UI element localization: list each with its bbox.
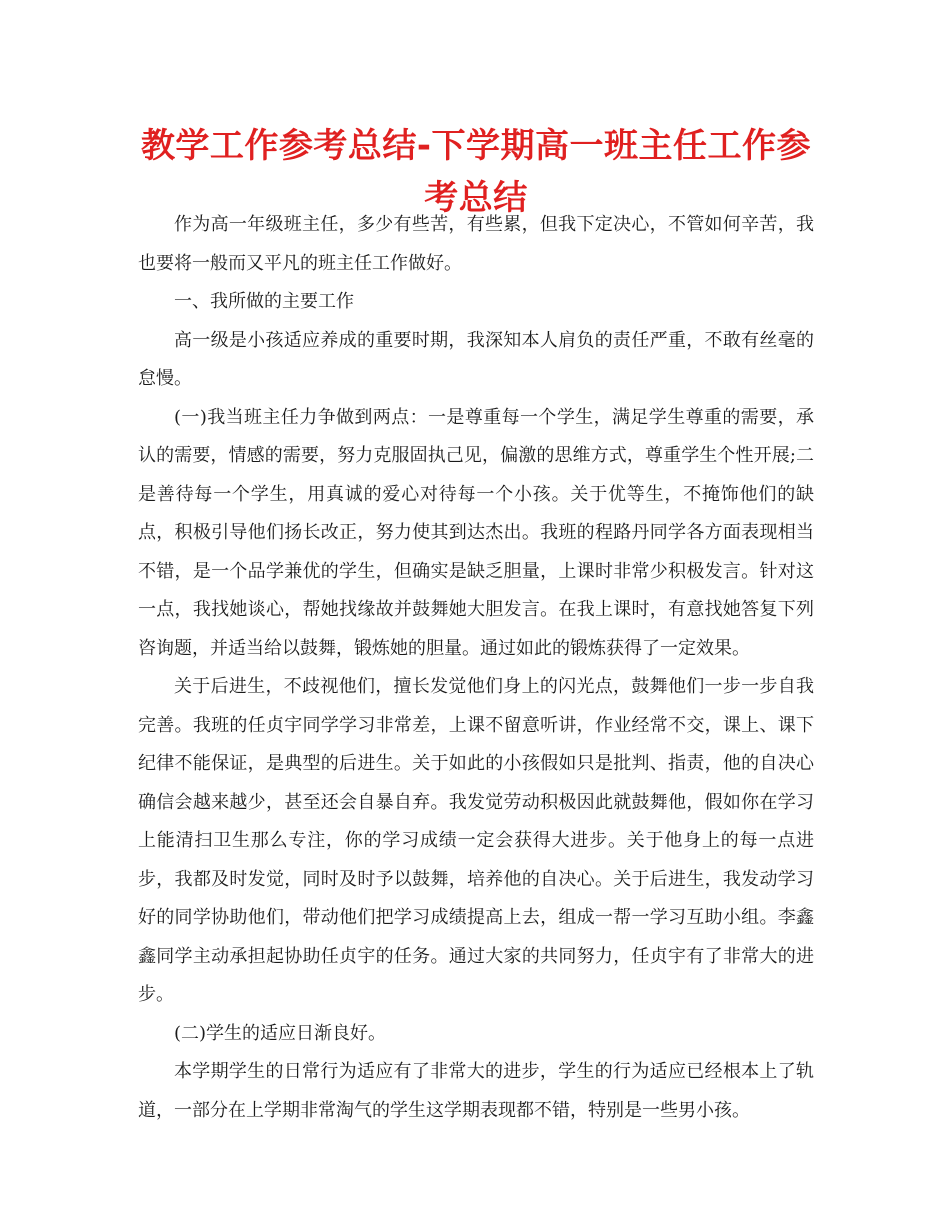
document-title: 教学工作参考总结-下学期高一班主任工作参考总结 xyxy=(140,126,812,218)
paragraph-habits-progress: 本学期学生的日常行为适应有了非常大的进步，学生的行为适应已经根本上了轨道，一部分在上学期非常淘气的学生这学期表现都不错，特别是一些男小孩。 xyxy=(138,1061,814,1121)
paragraph-respect-students: (一)我当班主任力争做到两点：一是尊重每一个学生，满足学生尊重的需要，承认的需要，情感的需要，努力克服固执己见，偏激的思维方式，尊重学生个性开展;二是善待每一个学生，用真诚的爱心对待每一个小孩。关于优等生，不掩饰他们的缺点，积极引导他们扬长改正，努力使其到达杰出。我班的程路丹同学各方面表现相当不错，是一个品学兼优的学生，但确实是缺乏胆量，上课时非常少积极发言。针对这一点，我找她谈心，帮她找缘故并鼓舞她大胆发言。在我上课时，有意找她答复下列咨询题，并适当给以鼓舞，锻炼她的胆量。通过如此的锻炼获得了一定效果。 xyxy=(138,406,814,659)
paragraph-struggling-students: 关于后进生，不歧视他们，擅长发觉他们身上的闪光点，鼓舞他们一步一步自我完善。我班的任贞宇同学学习非常差，上课不留意听讲，作业经常不交，课上、课下纪律不能保证，是典型的后进生。关于如此的小孩假如只是批判、指责，他的自决心确信会越来越少，甚至还会自暴自弃。我发觉劳动积极因此就鼓舞他，假如你在学习上能清扫卫生那么专注，你的学习成绩一定会获得大进步。关于他身上的每一点进步，我都及时发觉，同时及时予以鼓舞，培养他的自决心。关于后进生，我发动学习好的同学协助他们，带动他们把学习成绩提高上去，组成一帮一学习互助小组。李鑫鑫同学主动承担起协助任贞宇的任务。通过大家的共同努力，任贞宇有了非常大的进步。 xyxy=(138,676,814,1005)
paragraph-intro: 作为高一年级班主任，多少有些苦，有些累，但我下定决心，不管如何辛苦，我也要将一般而又平凡的班主任工作做好。 xyxy=(138,214,814,274)
section-heading-main-work: 一、我所做的主要工作 xyxy=(174,291,354,312)
document-body xyxy=(138,206,814,1130)
subsection-heading-habits: (二)学生的适应日渐良好。 xyxy=(174,1022,387,1044)
paragraph-grade-one: 高一级是小孩适应养成的重要时期，我深知本人肩负的责任严重，不敢有丝毫的怠慢。 xyxy=(138,329,814,389)
